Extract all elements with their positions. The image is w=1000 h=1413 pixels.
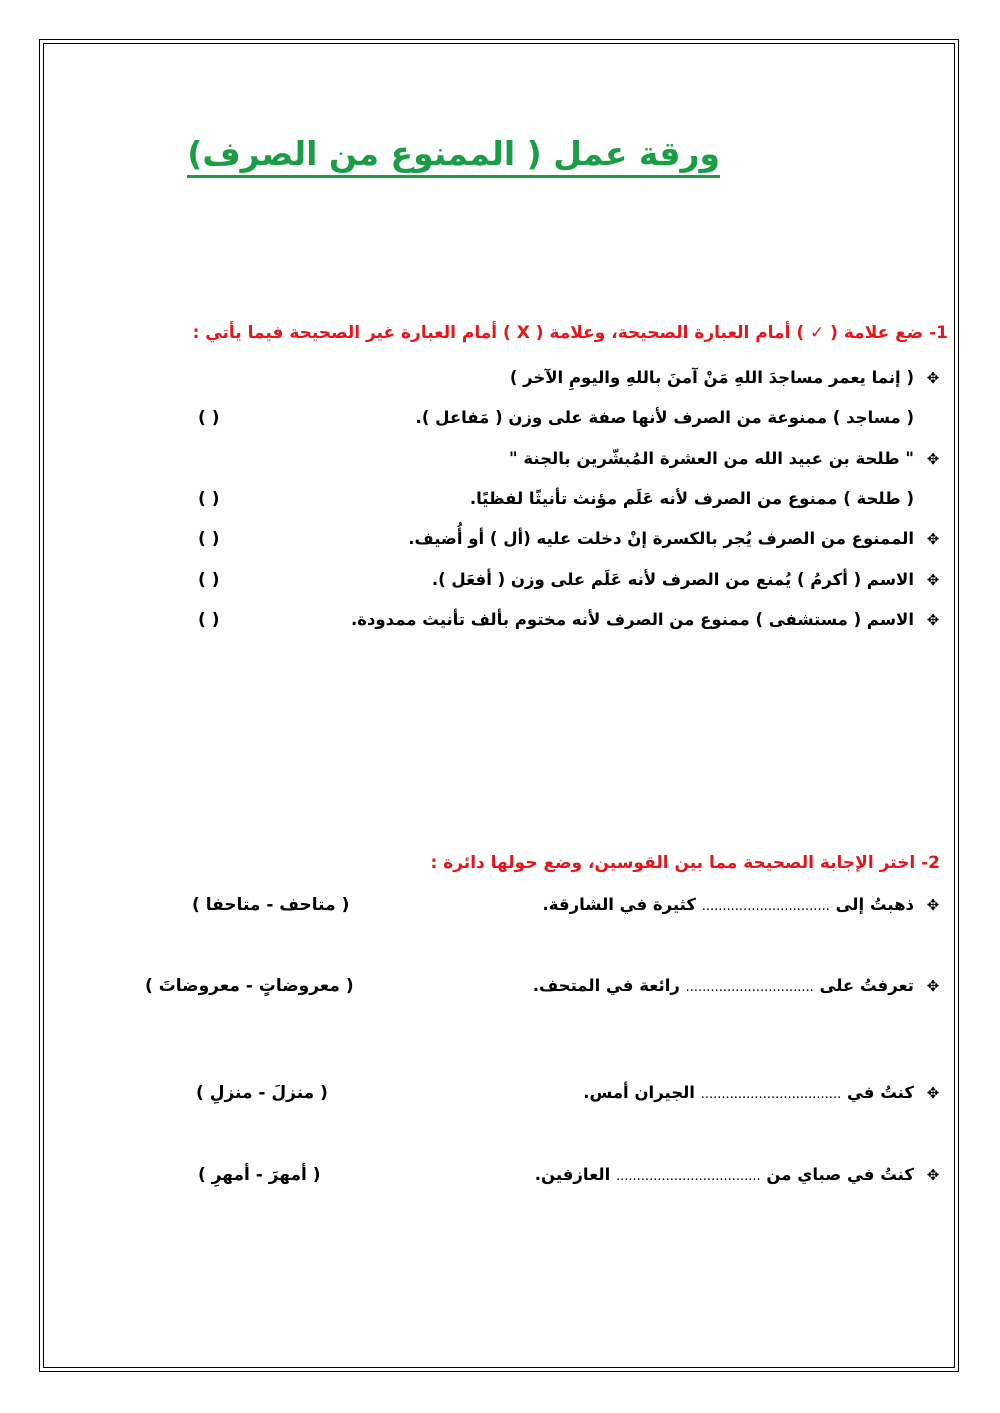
item-after: رائعة في المتحف. bbox=[532, 976, 680, 995]
item-before: ذهبتُ إلى bbox=[835, 895, 914, 914]
item-text: الاسم ( مستشفى ) ممنوع من الصرف لأنه مختوم بألف تأنيث ممدودة. bbox=[350, 610, 914, 629]
item-text: ( إنما يعمر مساجدَ اللهِ مَنْ آمنَ باللهِ واليومِ الآخر ) bbox=[509, 368, 914, 387]
section1-item-5 bbox=[408, 529, 944, 548]
section1-item-4 bbox=[470, 489, 914, 508]
section2-heading: 2- اختر الإجابة الصحيحة مما بين القوسين، وضع حولها دائرة : bbox=[430, 853, 940, 873]
bullet-icon: ✥ bbox=[926, 530, 940, 548]
section1-item-2 bbox=[416, 408, 914, 427]
section2-item-3 bbox=[583, 1083, 944, 1102]
bullet-icon: ✥ bbox=[926, 1166, 940, 1184]
item-before: تعرفتُ على bbox=[819, 976, 914, 995]
item-text: ( مساجد ) ممنوعة من الصرف لأنها صفة على وزن ( مَفاعل ). bbox=[415, 408, 914, 427]
item-text: الممنوع من الصرف يُجر بالكسرة إنْ دخلت عليه (أل ) أو أُضيف. bbox=[408, 529, 914, 548]
section2-item-1 bbox=[543, 895, 945, 914]
section2-item-4 bbox=[535, 1165, 944, 1184]
choice-options[interactable]: ( متاحف - متاحفا ) bbox=[192, 895, 350, 915]
worksheet-title-text: ورقة عمل ( الممنوع من الصرف) bbox=[187, 134, 720, 178]
blank-line[interactable]: .................................. bbox=[700, 1087, 842, 1102]
choice-options[interactable]: ( أمهرَ - أمهرِ ) bbox=[198, 1165, 321, 1185]
bullet-icon: ✥ bbox=[926, 571, 940, 589]
section1-item-1 bbox=[510, 368, 944, 387]
answer-box[interactable]: ( ) bbox=[198, 489, 220, 509]
bullet-icon: ✥ bbox=[926, 896, 940, 914]
answer-box[interactable]: ( ) bbox=[198, 529, 220, 549]
bullet-icon: ✥ bbox=[926, 977, 940, 995]
answer-box[interactable]: ( ) bbox=[198, 570, 220, 590]
item-text: ( طلحة ) ممنوع من الصرف لأنه عَلَم مؤنث تأنيثًا لفظيًا. bbox=[469, 489, 914, 508]
section2-item-2 bbox=[533, 976, 944, 995]
bullet-icon: ✥ bbox=[926, 611, 940, 629]
choice-options[interactable]: ( منزلَ - منزلِ ) bbox=[196, 1083, 328, 1103]
blank-line[interactable]: ................................... bbox=[616, 1169, 761, 1184]
blank-line[interactable]: ............................... bbox=[701, 899, 830, 914]
item-after: العازفين. bbox=[534, 1165, 611, 1184]
bullet-icon: ✥ bbox=[926, 1084, 940, 1102]
section1-item-7 bbox=[351, 610, 944, 629]
bullet-icon: ✥ bbox=[926, 450, 940, 468]
bullet-icon: ✥ bbox=[926, 369, 940, 387]
item-text: الاسم ( أكرمُ ) يُمنع من الصرف لأنه عَلَم على وزن ( أفعَل ). bbox=[431, 570, 914, 589]
item-before: كنتُ في صباي من bbox=[766, 1165, 914, 1184]
worksheet-title bbox=[187, 134, 720, 173]
answer-box[interactable]: ( ) bbox=[198, 610, 220, 630]
blank-line[interactable]: ............................... bbox=[685, 980, 814, 995]
answer-box[interactable]: ( ) bbox=[198, 408, 220, 428]
item-text: " طلحة بن عبيد الله من العشرة المُبشّرين بالجنة " bbox=[509, 449, 914, 468]
item-after: كثيرة في الشارقة. bbox=[542, 895, 696, 914]
section1-item-3 bbox=[509, 449, 944, 468]
section1-item-6 bbox=[432, 570, 944, 589]
item-after: الجيران أمس. bbox=[583, 1083, 695, 1102]
item-before: كنتُ في bbox=[846, 1083, 914, 1102]
section1-heading: 1- ضع علامة ( ✓ ) أمام العبارة الصحيحة، وعلامة ( X ) أمام العبارة غير الصحيحة فيما يأتي : bbox=[192, 323, 948, 343]
choice-options[interactable]: ( معروضاتٍ - معروضاتَ ) bbox=[145, 976, 354, 996]
